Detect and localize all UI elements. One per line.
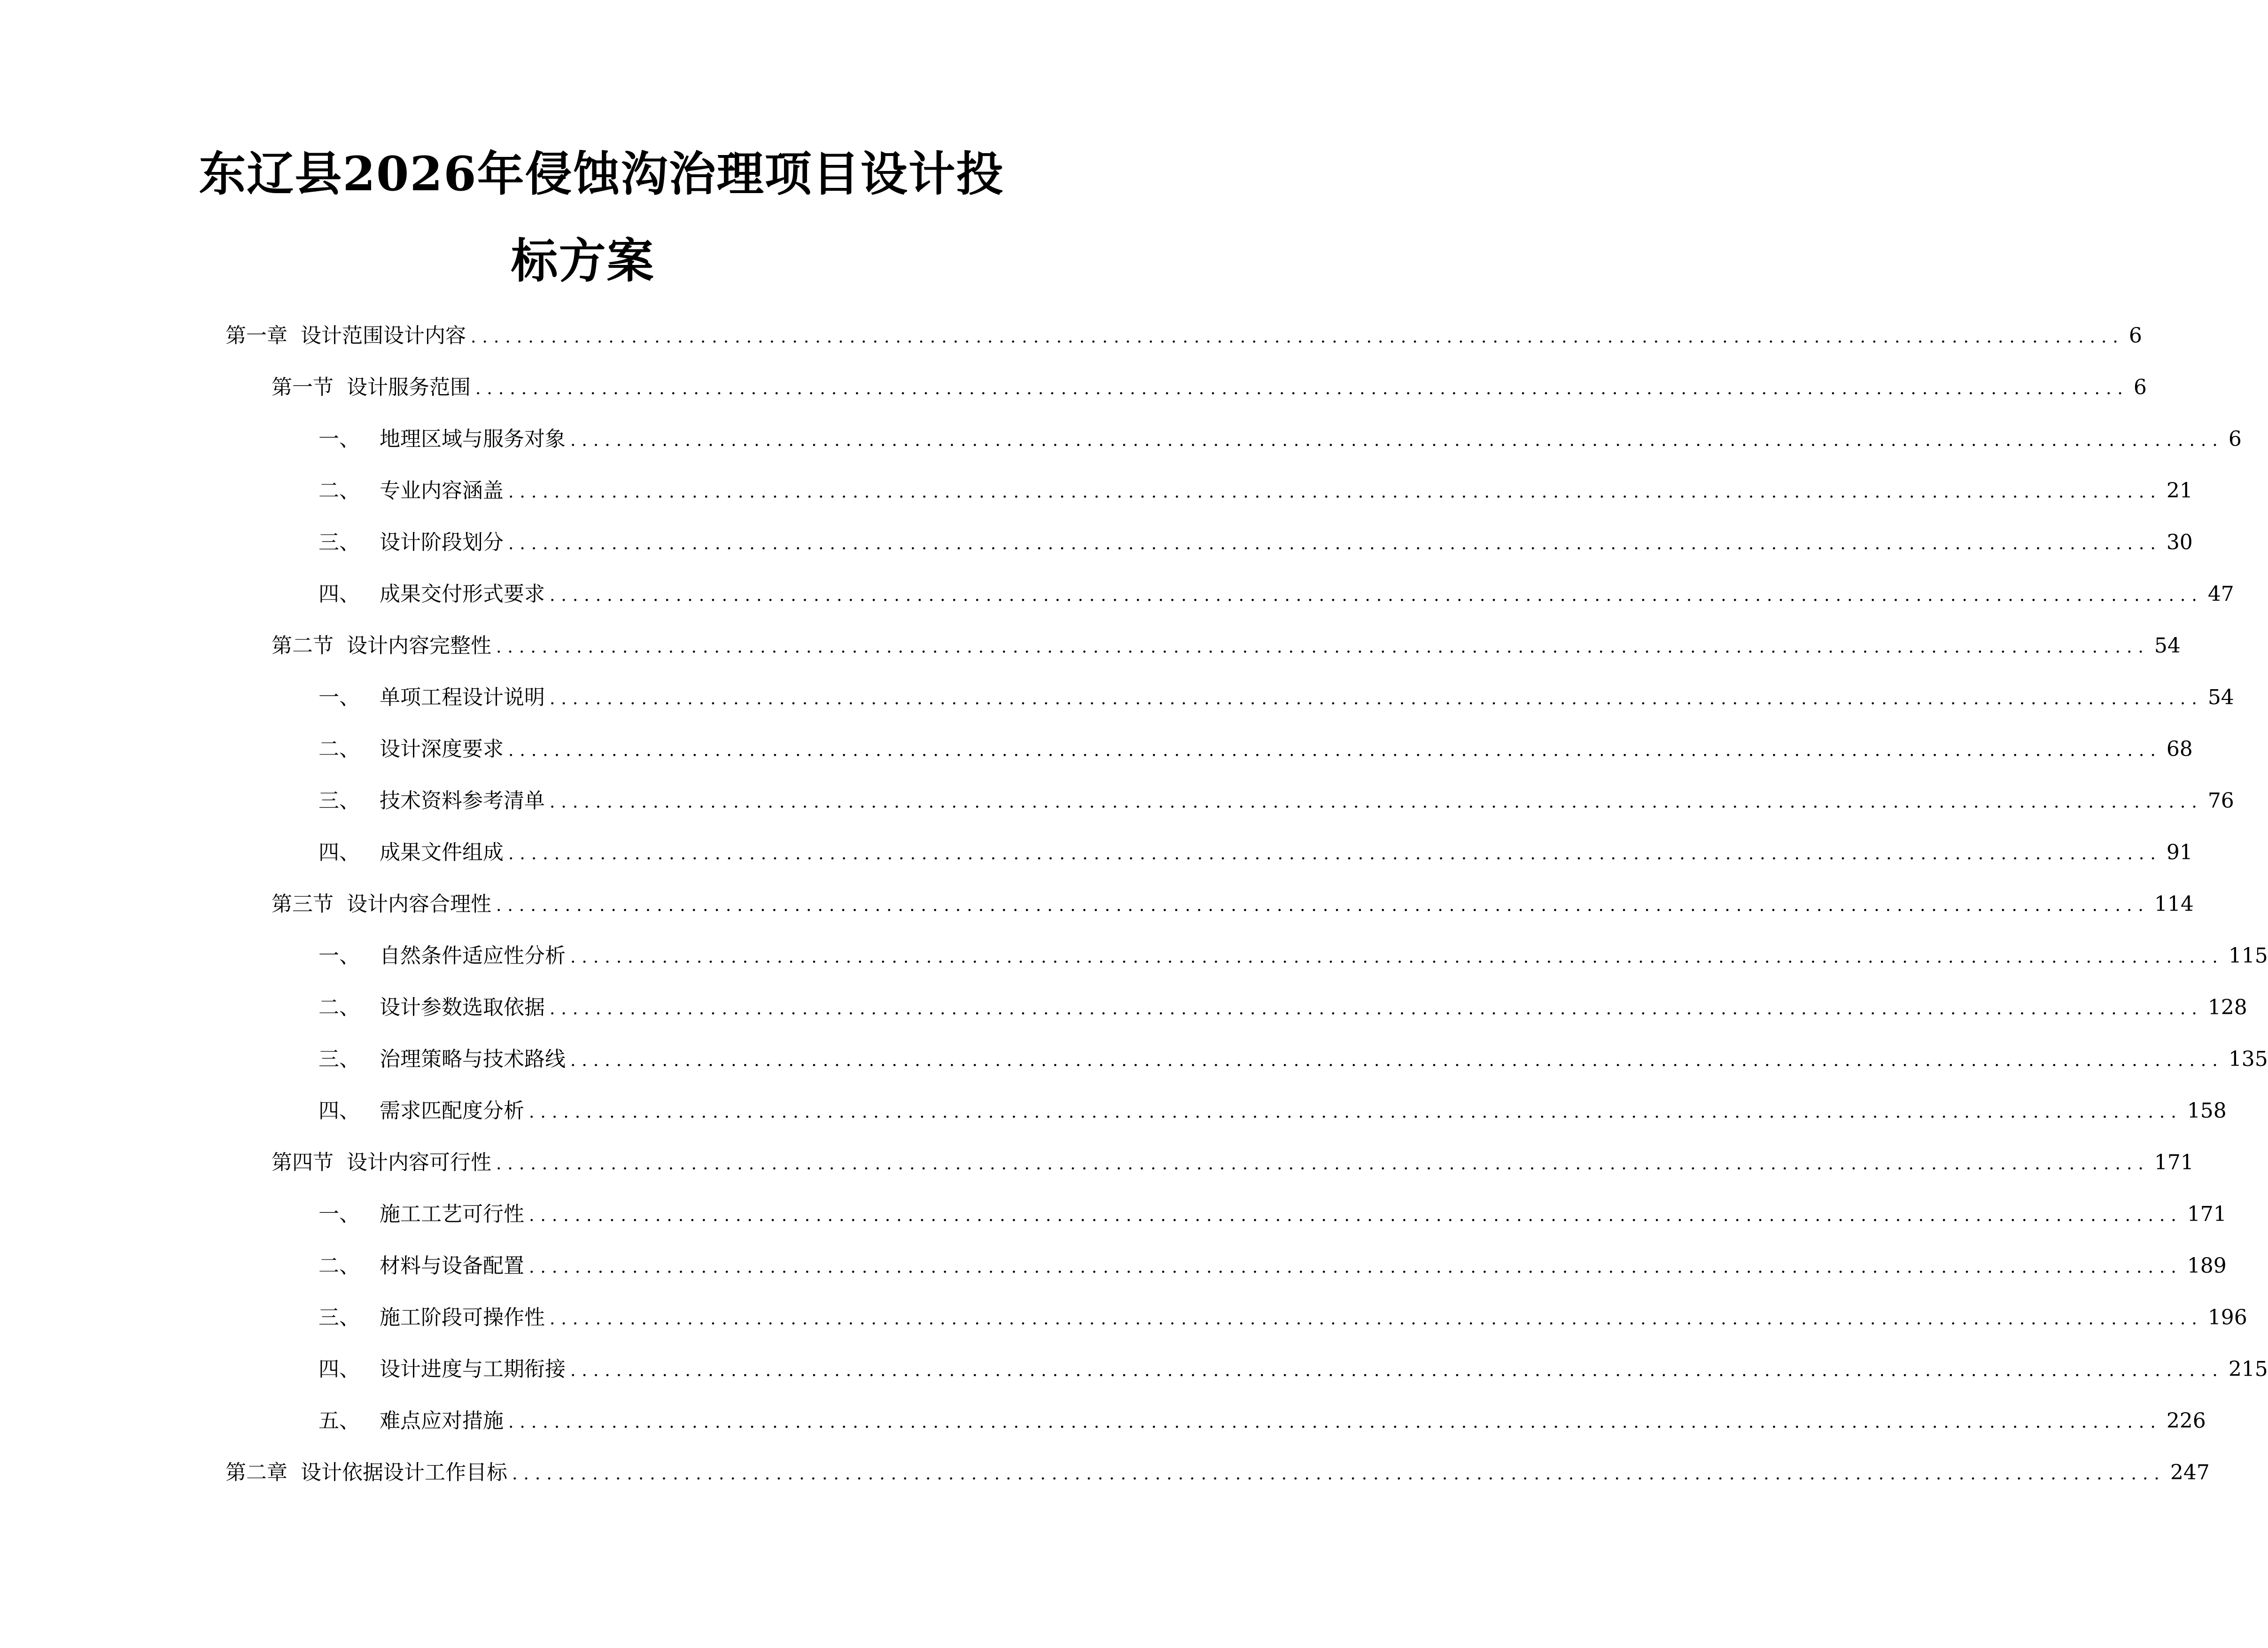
toc-entry[interactable]	[318, 1045, 2268, 1075]
toc-leader-dots: ................................................................................................................................................	[496, 1154, 2150, 1174]
toc-entry-label: 一、 施工工艺可行性	[318, 1202, 524, 1226]
toc-entry-label: 三、 施工阶段可操作性	[318, 1306, 545, 1329]
toc-entry[interactable]	[318, 787, 2234, 816]
toc-leader-dots: ................................................................................................................................................	[570, 1051, 2224, 1070]
toc-entry[interactable]	[318, 477, 2193, 506]
toc-entry-label: 一、 自然条件适应性分析	[318, 944, 566, 968]
toc-entry-label: 二、 设计参数选取依据	[318, 995, 545, 1019]
toc-entry[interactable]	[318, 942, 2268, 972]
toc-leader-dots: ................................................................................................................................................	[508, 534, 2162, 553]
toc-entry-page: 135	[2228, 1047, 2268, 1071]
toc-entry[interactable]	[318, 839, 2193, 868]
toc-entry-label: 二、 材料与设备配置	[318, 1254, 524, 1278]
toc-entry-page: 21	[2166, 479, 2193, 503]
toc-entry-page: 91	[2166, 840, 2193, 864]
toc-entry-page: 47	[2207, 582, 2234, 606]
toc-entry-label: 第一章 设计范围设计内容	[225, 324, 466, 348]
toc-entry-label: 四、 设计进度与工期衔接	[318, 1357, 566, 1381]
toc-entry-page: 158	[2187, 1099, 2227, 1123]
toc-entry-page: 6	[2128, 324, 2142, 348]
toc-leader-dots: ................................................................................................................................................	[549, 999, 2203, 1018]
toc-leader-dots: ................................................................................................................................................	[570, 1361, 2224, 1380]
document-title-line-2: 标方案	[511, 233, 655, 288]
toc-entry-label: 第一节 设计服务范围	[272, 375, 471, 399]
toc-leader-dots: ................................................................................................................................................	[549, 1309, 2203, 1329]
toc-leader-dots: ................................................................................................................................................	[570, 948, 2224, 967]
toc-entry[interactable]	[225, 1459, 2210, 1488]
toc-entry-label: 一、 单项工程设计说明	[318, 685, 545, 709]
toc-leader-dots: ................................................................................................................................................	[528, 1103, 2183, 1122]
toc-entry-page: 6	[2133, 375, 2147, 399]
toc-entry-label: 二、 设计深度要求	[318, 737, 504, 761]
toc-leader-dots: ................................................................................................................................................	[470, 327, 2124, 347]
toc-entry-label: 四、 需求匹配度分析	[318, 1099, 524, 1123]
toc-leader-dots: ................................................................................................................................................	[549, 586, 2203, 605]
toc-entry[interactable]	[318, 1407, 2206, 1437]
toc-entry[interactable]	[225, 322, 2142, 351]
toc-leader-dots: ................................................................................................................................................	[508, 482, 2162, 502]
toc-entry-page: 171	[2154, 1150, 2194, 1174]
toc-entry-page: 128	[2207, 995, 2247, 1019]
toc-entry-label: 一、 地理区域与服务对象	[318, 427, 566, 451]
toc-entry[interactable]	[318, 1355, 2268, 1385]
toc-entry[interactable]	[272, 373, 2147, 403]
toc-entry-page: 30	[2166, 530, 2193, 554]
toc-entry-label: 第二节 设计内容完整性	[272, 634, 491, 658]
toc-leader-dots: ................................................................................................................................................	[496, 896, 2150, 915]
toc-entry-page: 54	[2154, 634, 2181, 658]
toc-entry[interactable]	[318, 1200, 2227, 1230]
toc-entry-page: 171	[2187, 1202, 2227, 1226]
toc-entry[interactable]	[318, 1097, 2227, 1127]
toc-entry-label: 第四节 设计内容可行性	[272, 1150, 491, 1174]
toc-entry-label: 二、 专业内容涵盖	[318, 479, 504, 503]
toc-entry-label: 四、 成果文件组成	[318, 840, 504, 864]
toc-entry-page: 115	[2228, 944, 2268, 968]
toc-entry[interactable]	[318, 425, 2242, 455]
toc-entry-page: 114	[2154, 892, 2194, 916]
toc-entry-label: 四、 成果交付形式要求	[318, 582, 545, 606]
toc-entry-page: 215	[2228, 1357, 2268, 1381]
toc-entry[interactable]	[318, 1252, 2227, 1282]
toc-leader-dots: ................................................................................................................................................	[549, 793, 2203, 812]
toc-leader-dots: ................................................................................................................................................	[508, 1413, 2162, 1432]
toc-entry[interactable]	[318, 735, 2193, 765]
toc-entry-label: 三、 技术资料参考清单	[318, 789, 545, 813]
toc-entry[interactable]	[318, 994, 2247, 1023]
toc-leader-dots: ................................................................................................................................................	[549, 689, 2203, 708]
toc-entry-label: 三、 治理策略与技术路线	[318, 1047, 566, 1071]
toc-entry-page: 196	[2207, 1306, 2247, 1329]
toc-entry-label: 五、 难点应对措施	[318, 1409, 504, 1433]
toc-entry-page: 189	[2187, 1254, 2227, 1278]
toc-entry-label: 第三节 设计内容合理性	[272, 892, 491, 916]
toc-entry-page: 6	[2228, 427, 2242, 451]
toc-leader-dots: ................................................................................................................................................	[508, 844, 2162, 863]
toc-entry-label: 第二章 设计依据设计工作目标	[225, 1461, 507, 1485]
toc-leader-dots: ................................................................................................................................................	[496, 637, 2150, 657]
toc-entry[interactable]	[318, 580, 2234, 610]
toc-leader-dots: ................................................................................................................................................	[475, 379, 2129, 398]
toc-entry-page: 76	[2207, 789, 2234, 813]
toc-leader-dots: ................................................................................................................................................	[570, 431, 2224, 450]
toc-entry-label: 三、 设计阶段划分	[318, 530, 504, 554]
toc-entry[interactable]	[318, 529, 2193, 558]
document-title-line-1: 东辽县2026年侵蚀沟治理项目设计投	[199, 146, 1004, 202]
toc-entry-page: 247	[2170, 1461, 2210, 1485]
toc-entry-page: 226	[2166, 1409, 2206, 1433]
toc-entry[interactable]	[272, 1149, 2194, 1178]
toc-entry[interactable]	[318, 1304, 2247, 1333]
toc-leader-dots: ................................................................................................................................................	[528, 1206, 2183, 1225]
toc-leader-dots: ................................................................................................................................................	[528, 1258, 2183, 1277]
toc-leader-dots: ................................................................................................................................................	[508, 741, 2162, 760]
toc-leader-dots: ................................................................................................................................................	[512, 1464, 2166, 1484]
toc-entry[interactable]	[318, 684, 2234, 713]
toc-entry-page: 68	[2166, 737, 2193, 761]
toc-entry-page: 54	[2207, 685, 2234, 709]
toc-entry[interactable]	[272, 632, 2181, 661]
toc-entry[interactable]	[272, 890, 2194, 920]
